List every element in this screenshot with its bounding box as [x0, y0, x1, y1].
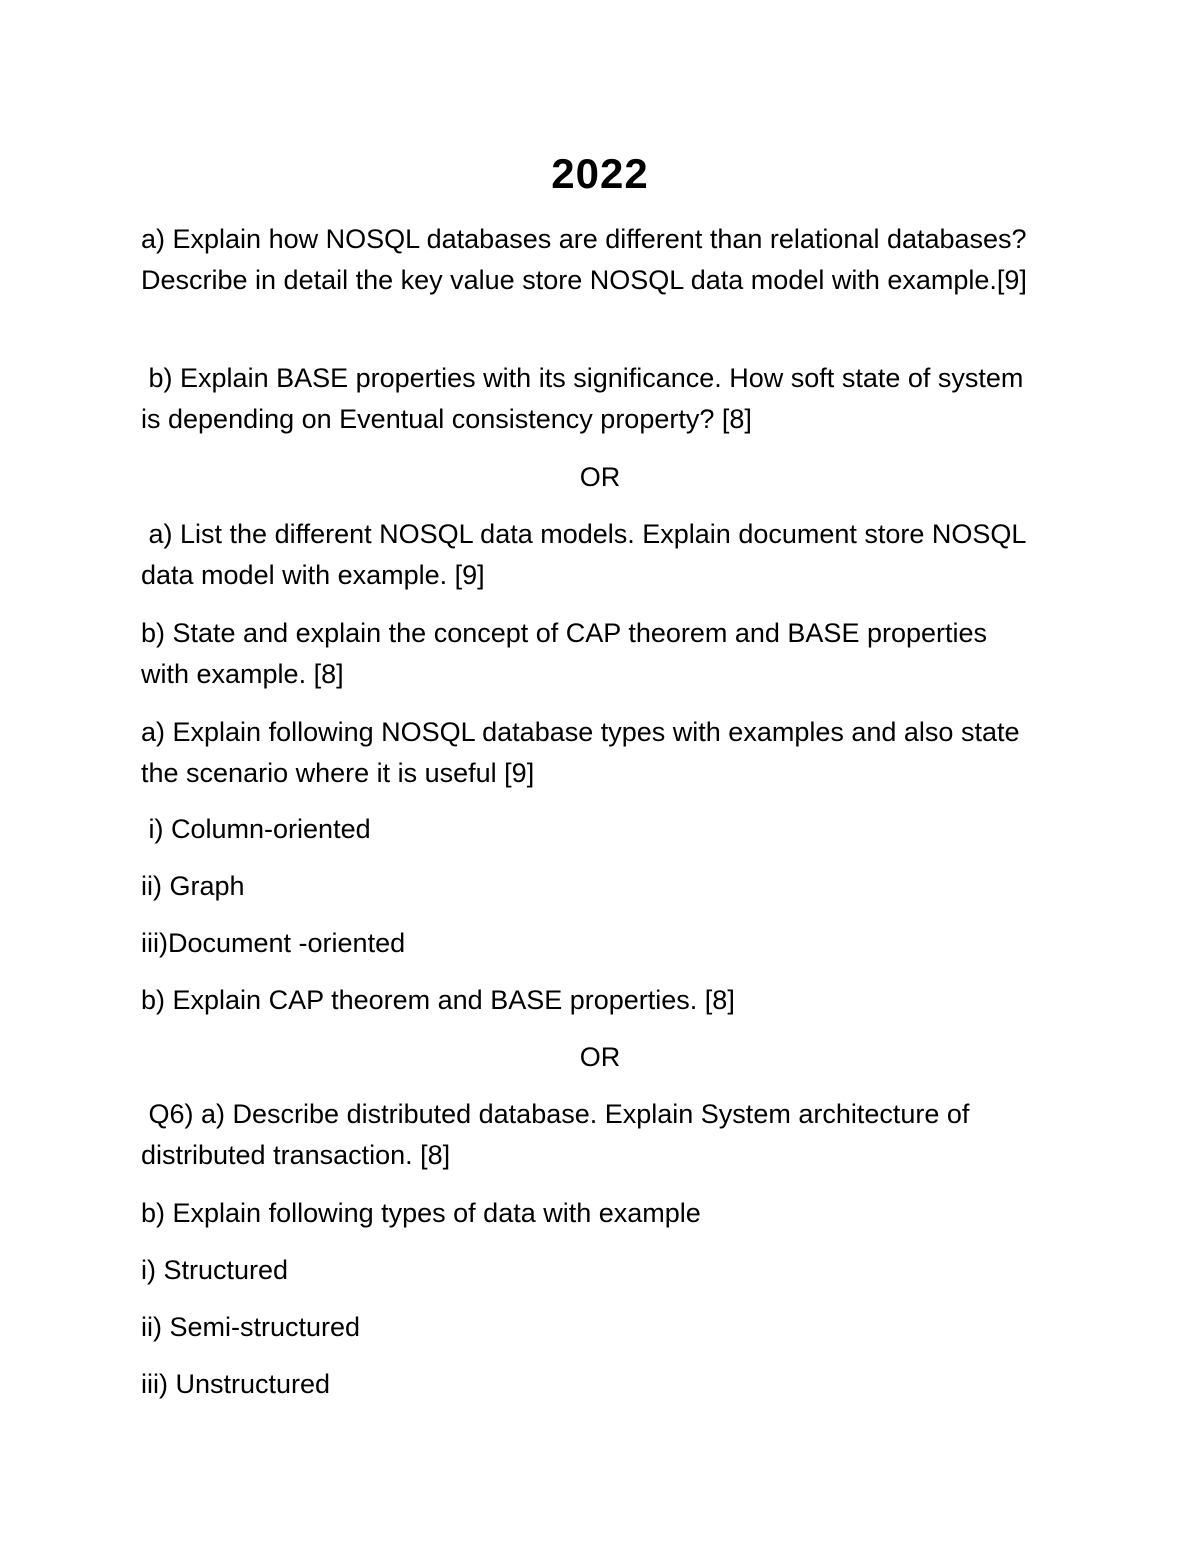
question-3b: b) Explain CAP theorem and BASE properties. [8] [141, 985, 735, 1015]
or-separator: OR [579, 1042, 621, 1072]
list-item: iii) Unstructured [141, 1369, 331, 1399]
question-3a: a) Explain following NOSQL database types with examples and also state the scenario where it is useful [9] [141, 717, 1027, 788]
question-2a: a) List the different NOSQL data models. Explain document store NOSQL data model with example. [9] [141, 519, 1033, 590]
list-item: ii) Semi-structured [141, 1312, 361, 1342]
question-q6a: Q6) a) Describe distributed database. Explain System architecture of distributed transaction. [8] [141, 1099, 977, 1170]
list-item: ii) Graph [141, 871, 245, 901]
question-q6b: b) Explain following types of data with example [141, 1198, 701, 1228]
question-1a: a) Explain how NOSQL databases are different than relational databases? Describe in detail the key value store NOSQL data model with example.[9] [141, 224, 1035, 295]
list-item: i) Column-oriented [141, 814, 371, 844]
page-title: 2022 [551, 150, 649, 197]
question-1b: b) Explain BASE properties with its significance. How soft state of system is depending on Eventual consistency property? [8] [141, 363, 1031, 434]
list-item: i) Structured [141, 1255, 289, 1285]
or-separator: OR [579, 462, 621, 492]
list-item: iii)Document -oriented [141, 928, 406, 958]
question-2b: b) State and explain the concept of CAP theorem and BASE properties with example. [8] [141, 618, 995, 689]
